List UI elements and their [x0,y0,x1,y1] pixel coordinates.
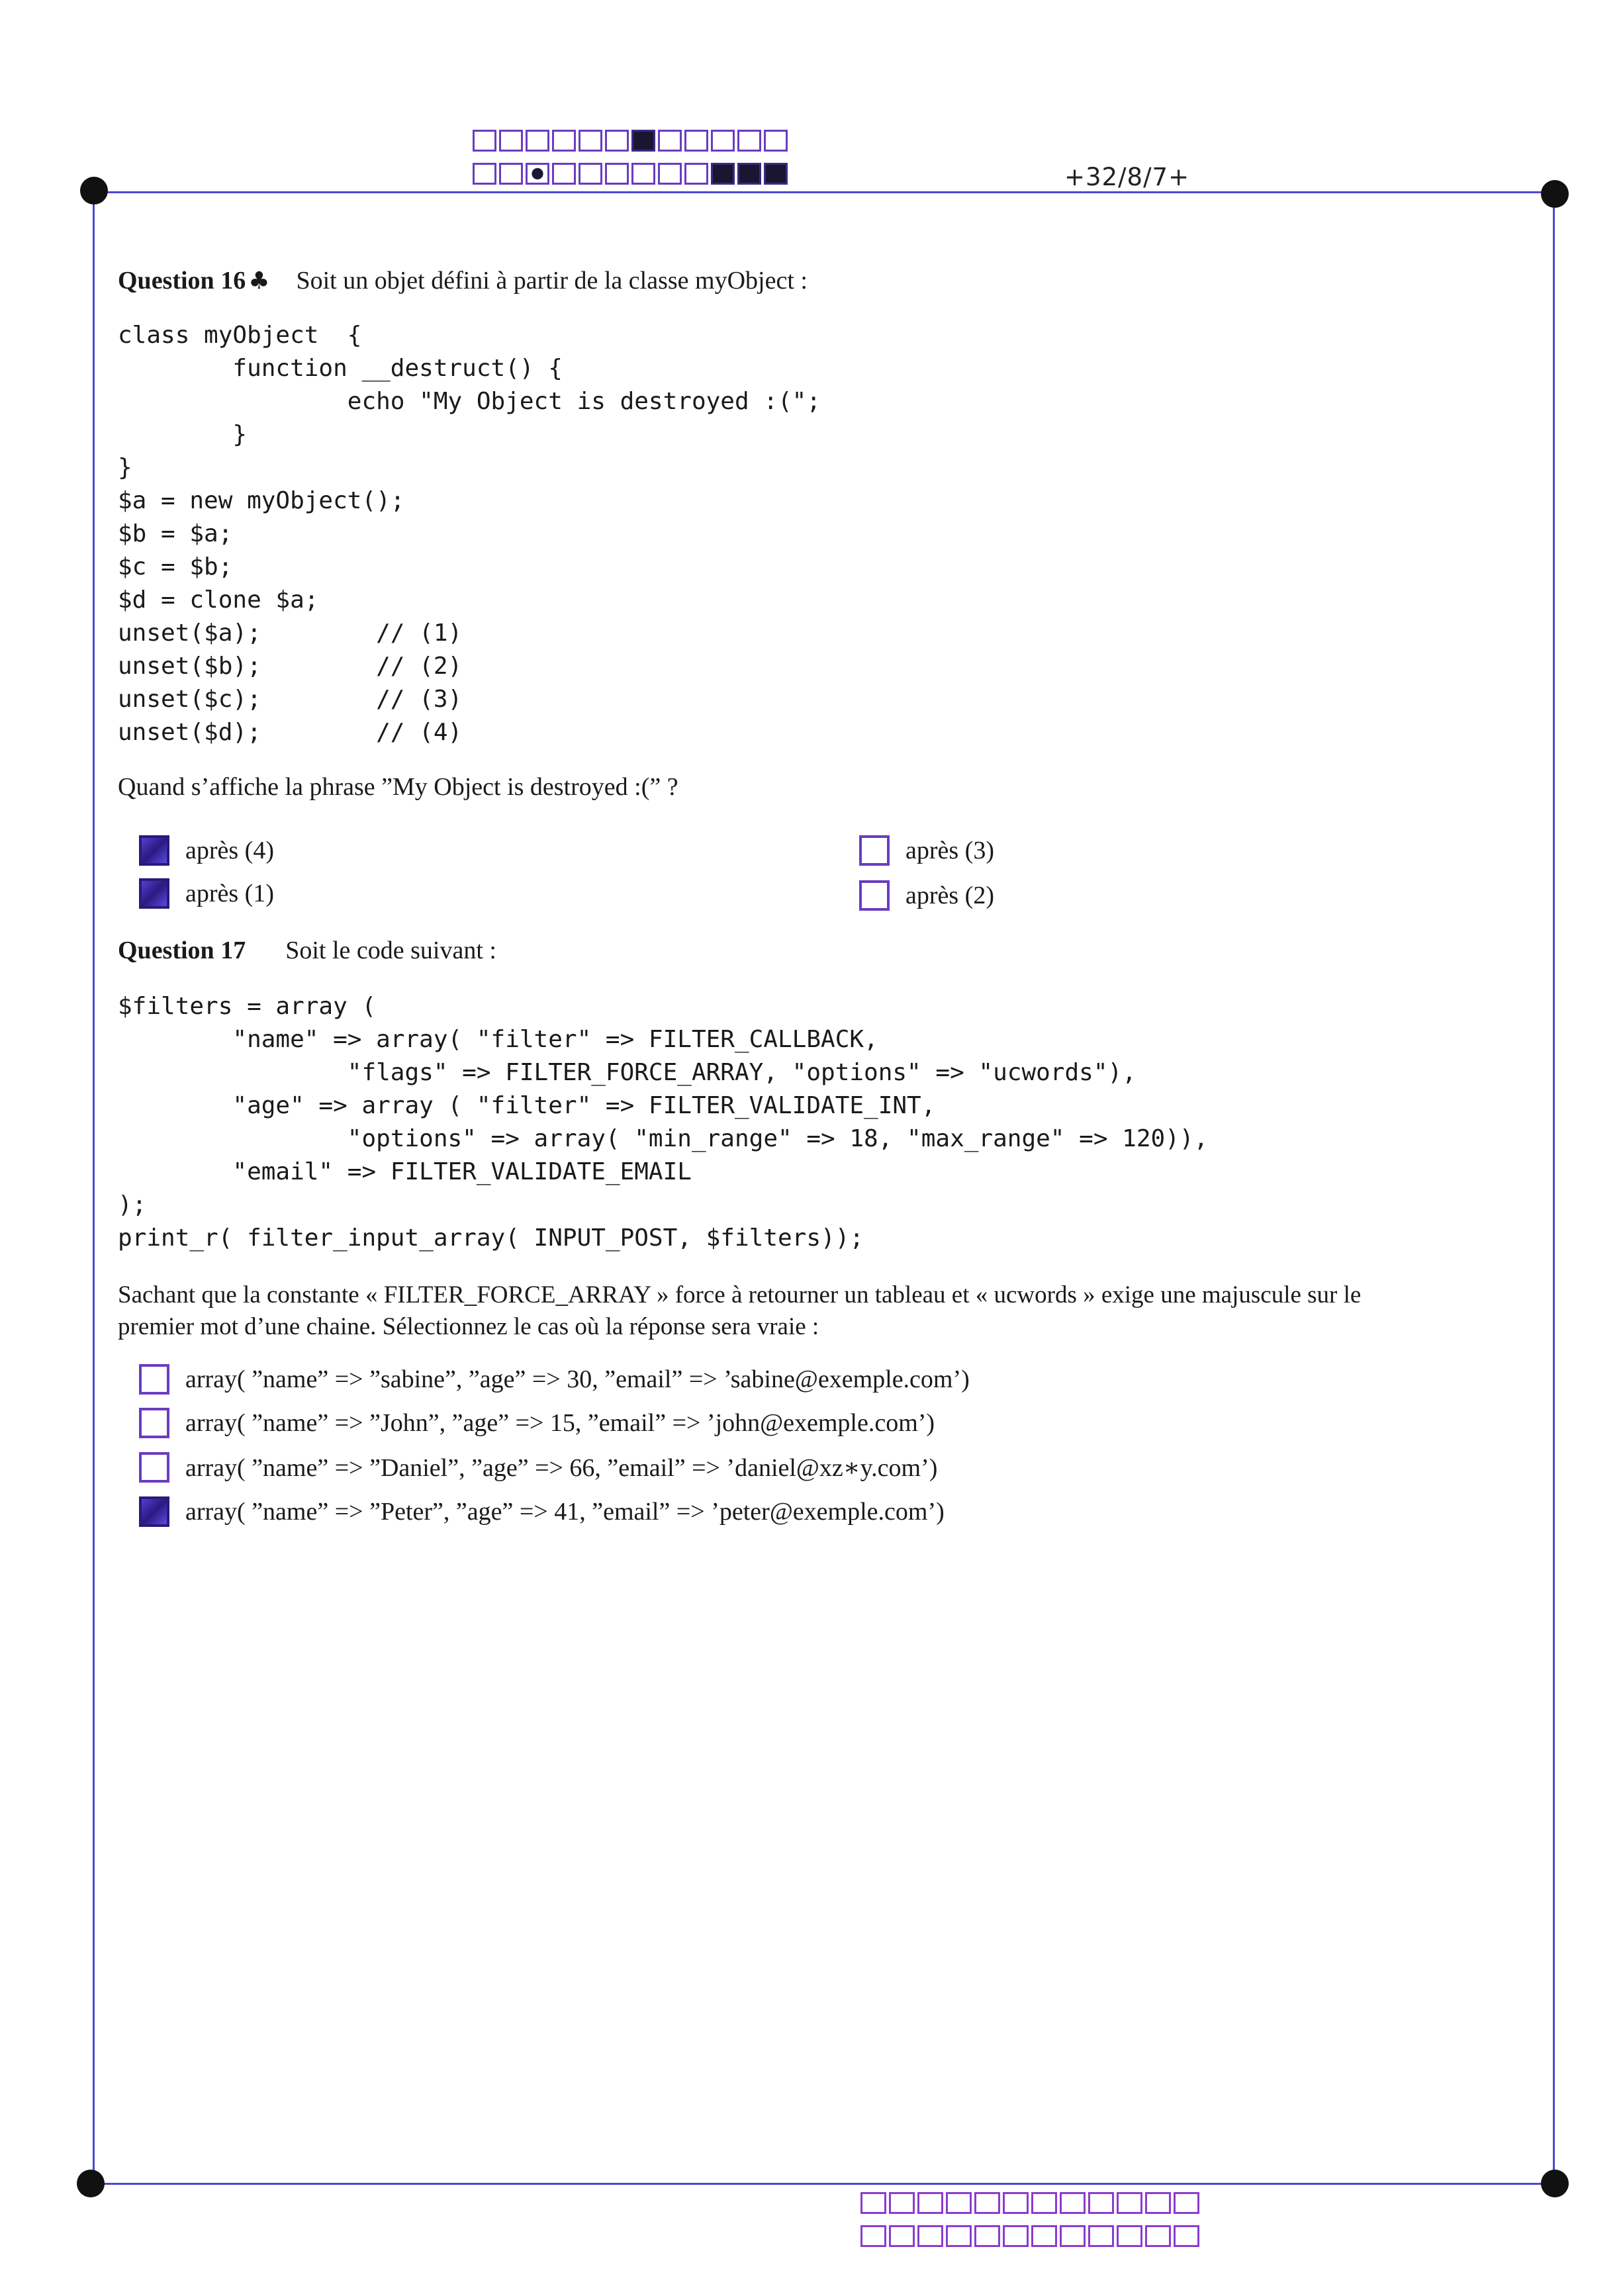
answer-label: après (3) [905,837,994,864]
bottom-code-row-1 [860,2192,1202,2214]
code-cell [1117,2225,1142,2247]
code-cell [605,130,629,152]
code-cell [605,163,629,185]
code-cell [917,2192,943,2214]
answer-label: array( ”name” => ”John”, ”age” => 15, ”email” => ’john@exemple.com’) [185,1409,935,1437]
frame-left-line [93,191,95,2185]
code-cell [499,163,523,185]
code-cell [889,2192,915,2214]
code-cell [658,130,682,152]
code-cell-filled [737,163,761,185]
code-cell [552,163,576,185]
club-icon: ♣ [248,267,270,295]
code-cell [579,130,602,152]
answer-label: après (2) [905,882,994,909]
code-cell-filled [764,163,788,185]
question-17-prompt-line-1: Sachant que la constante « FILTER_FORCE_ARRAY » force à retourner un tableau et « ucwords » exige une majuscule sur le [118,1281,1362,1309]
answer-option[interactable] [139,1408,935,1438]
answer-option[interactable] [859,880,994,911]
question-intro: Soit un objet défini à partir de la classe myObject : [296,267,808,295]
checkbox-checked[interactable] [139,835,169,866]
corner-marker-top-right [1541,180,1569,208]
answer-label: après (4) [185,837,274,864]
question-intro: Soit le code suivant : [285,937,496,964]
code-cell [473,163,496,185]
code-cell [684,130,708,152]
code-cell [1145,2225,1171,2247]
code-cell [889,2225,915,2247]
code-cell [1174,2192,1199,2214]
corner-marker-bottom-left [77,2170,105,2197]
code-cell-filled [526,163,549,185]
code-cell-filled [711,163,735,185]
code-cell [473,130,496,152]
checkbox-checked[interactable] [139,1496,169,1527]
bottom-code-row-2 [860,2225,1202,2247]
question-16-prompt: Quand s’affiche la phrase ”My Object is destroyed :(” ? [118,773,678,801]
code-cell [1117,2192,1142,2214]
answer-label: array( ”name” => ”Peter”, ”age” => 41, ”email” => ’peter@exemple.com’) [185,1498,945,1526]
code-cell [1003,2192,1029,2214]
frame-bottom-line [94,2183,1566,2185]
question-17-prompt-line-2: premier mot d’une chaine. Sélectionnez le cas où la réponse sera vraie : [118,1313,819,1340]
code-cell [1031,2225,1057,2247]
code-cell [1003,2225,1029,2247]
corner-marker-bottom-right [1541,2170,1569,2197]
answer-label: array( ”name” => ”sabine”, ”age” => 30, ”email” => ’sabine@exemple.com’) [185,1365,970,1393]
question-number: Question 17 [118,937,246,964]
id-code-row-top [473,130,790,152]
frame-right-line [1553,191,1555,2185]
code-cell [658,163,682,185]
checkbox[interactable] [859,835,890,866]
id-code-row-bottom [473,163,790,185]
code-cell [1088,2225,1114,2247]
code-cell [860,2192,886,2214]
code-cell [764,130,788,152]
code-cell [1060,2225,1086,2247]
answer-option[interactable] [139,878,274,909]
code-cell [631,163,655,185]
code-cell [1060,2192,1086,2214]
code-cell [552,130,576,152]
code-cell [974,2192,1000,2214]
code-block-q17: $filters = array ( "name" => array( "filter" => FILTER_CALLBACK, "flags" => FILTER_FORCE_ARRAY, "options" => "ucwords"), "age" => array ( "filter" => FILTER_VALIDATE_INT, "options" => array( "min_range" => 18, "max_range" => 120)), "email" => FILTER_VALIDATE_EMAIL ); print_r( filter_input_array( INPUT_POST, $filters)); [118,993,1209,1252]
frame-top-line [94,191,1566,193]
question-17-header [118,936,496,965]
answer-option[interactable] [139,1496,945,1527]
code-cell [711,130,735,152]
code-cell [946,2225,972,2247]
code-cell [526,130,549,152]
answer-option[interactable] [139,1364,970,1395]
code-cell [917,2225,943,2247]
answer-option[interactable] [139,835,274,866]
page-code: +32/8/7+ [1064,163,1190,191]
code-cell [974,2225,1000,2247]
code-cell [499,130,523,152]
corner-marker-top-left [80,177,108,205]
code-cell [860,2225,886,2247]
checkbox[interactable] [139,1452,169,1483]
code-block-q16: class myObject { function __destruct() { echo "My Object is destroyed :("; } } $a = new myObject(); $b = $a; $c = $b; $d = clone $a; unset($a); // (1) unset($b); // (2) unset($c); // (3) unset($d); // (4) [118,322,821,746]
code-cell [1031,2192,1057,2214]
code-cell [1174,2225,1199,2247]
code-cell [684,163,708,185]
question-16-header [118,266,808,295]
answer-label: après (1) [185,880,274,907]
code-cell [946,2192,972,2214]
checkbox-checked[interactable] [139,878,169,909]
answer-option[interactable] [859,835,994,866]
code-cell-filled [631,130,655,152]
checkbox[interactable] [139,1408,169,1438]
question-number: Question 16 [118,267,246,295]
answer-option[interactable] [139,1452,937,1483]
code-cell [579,163,602,185]
code-cell [737,130,761,152]
code-cell [1088,2192,1114,2214]
code-cell [1145,2192,1171,2214]
answer-label: array( ”name” => ”Daniel”, ”age” => 66, ”email” => ’daniel@xz∗y.com’) [185,1453,938,1482]
checkbox[interactable] [139,1364,169,1395]
checkbox[interactable] [859,880,890,911]
